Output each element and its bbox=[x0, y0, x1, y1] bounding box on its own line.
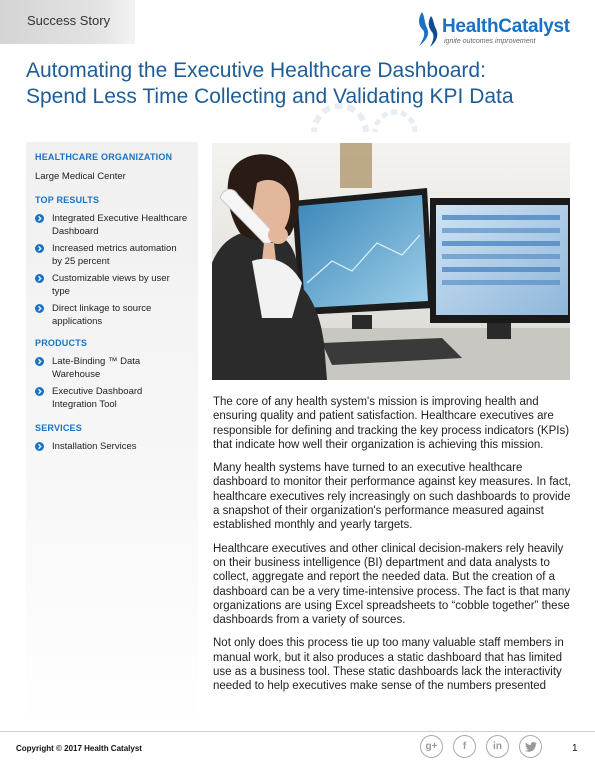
social-links bbox=[420, 735, 552, 758]
product-label: Late-Binding ™ Data Warehouse bbox=[52, 356, 141, 380]
result-label: Customizable views by user type bbox=[52, 273, 170, 297]
chevron-bullet-icon bbox=[35, 214, 44, 223]
title-line-1: Automating the Executive Healthcare Dashboard: bbox=[26, 59, 486, 82]
products-heading: PRODUCTS bbox=[35, 338, 88, 348]
page-title bbox=[26, 58, 571, 110]
list-item bbox=[35, 386, 188, 411]
health-catalyst-logo[interactable] bbox=[415, 10, 575, 50]
title-line-2: Spend Less Time Collecting and Validating KPI Data bbox=[26, 85, 514, 108]
chevron-bullet-icon bbox=[35, 244, 44, 253]
flame-logo-icon bbox=[415, 10, 441, 50]
products-list bbox=[35, 356, 188, 411]
product-label: Executive Dashboard Integration Tool bbox=[52, 386, 143, 410]
paragraph: Healthcare executives and other clinical decision-makers rely heavily on their business intelligence (BI) department and data analysts to collect, aggregate and report the needed data. But the creation of a dashboard can be a very time-intensive process. The fact is that many organizations are using Excel spreadsheets to “cobble together” these dashboards from a variety of sources. bbox=[213, 542, 571, 627]
executive-dashboard-photo bbox=[212, 143, 570, 380]
twitter-bird-glyph bbox=[525, 742, 537, 752]
services-heading: SERVICES bbox=[35, 423, 82, 433]
chevron-bullet-icon bbox=[35, 274, 44, 283]
list-item bbox=[35, 273, 188, 298]
list-item bbox=[35, 243, 188, 268]
logo-name: HealthCatalyst bbox=[442, 16, 570, 37]
chevron-bullet-icon bbox=[35, 442, 44, 451]
chevron-bullet-icon bbox=[35, 387, 44, 396]
paragraph: The core of any health system's mission is improving health and ensuring quality and patient satisfaction. Healthcare executives are responsible for defining and tracking the key process indicators (KPIs) that indicate how well their organization is achieving this mission. bbox=[213, 396, 570, 451]
photo-illustration bbox=[212, 143, 570, 380]
org-name: Large Medical Center bbox=[35, 171, 126, 182]
top-results-list bbox=[35, 213, 188, 328]
top-results-heading: TOP RESULTS bbox=[35, 195, 100, 205]
facebook-icon[interactable]: f bbox=[453, 735, 476, 758]
service-label: Installation Services bbox=[52, 441, 137, 452]
result-label: Increased metrics automation by 25 percent bbox=[52, 243, 177, 267]
chevron-bullet-icon bbox=[35, 304, 44, 313]
copyright-text: Copyright © 2017 Health Catalyst bbox=[16, 744, 142, 753]
sidebar bbox=[26, 142, 198, 732]
list-item bbox=[35, 356, 188, 381]
twitter-icon[interactable] bbox=[519, 735, 542, 758]
list-item bbox=[35, 441, 188, 454]
paragraph: Many health systems have turned to an executive healthcare dashboard to monitor their performance against key measures. In fact, healthcare executives rely increasingly on such dashboards to provide a snapshot of their organization's performance measured against established monthly and yearly targets. bbox=[213, 462, 571, 532]
list-item bbox=[35, 213, 188, 238]
paragraph: Not only does this process tie up too many valuable staff members in manual work, but it also produces a static dashboard that has limited use as a business tool. These static dashboards lack the interactivity needed to help executives make sense of the numbers presented bbox=[213, 637, 564, 693]
linkedin-icon[interactable]: in bbox=[486, 735, 509, 758]
logo-tagline: ignite outcomes improvement bbox=[444, 38, 536, 45]
page-number: 1 bbox=[572, 743, 578, 754]
services-list bbox=[35, 441, 188, 454]
result-label: Direct linkage to source applications bbox=[52, 303, 152, 327]
result-label: Integrated Executive Healthcare Dashboard bbox=[52, 213, 188, 237]
chevron-bullet-icon bbox=[35, 357, 44, 366]
success-story-tag: Success Story bbox=[0, 0, 135, 44]
article-body bbox=[213, 395, 575, 703]
org-heading: HEALTHCARE ORGANIZATION bbox=[35, 152, 173, 162]
list-item bbox=[35, 303, 188, 328]
footer-divider bbox=[0, 731, 595, 732]
google-plus-icon[interactable]: g+ bbox=[420, 735, 443, 758]
